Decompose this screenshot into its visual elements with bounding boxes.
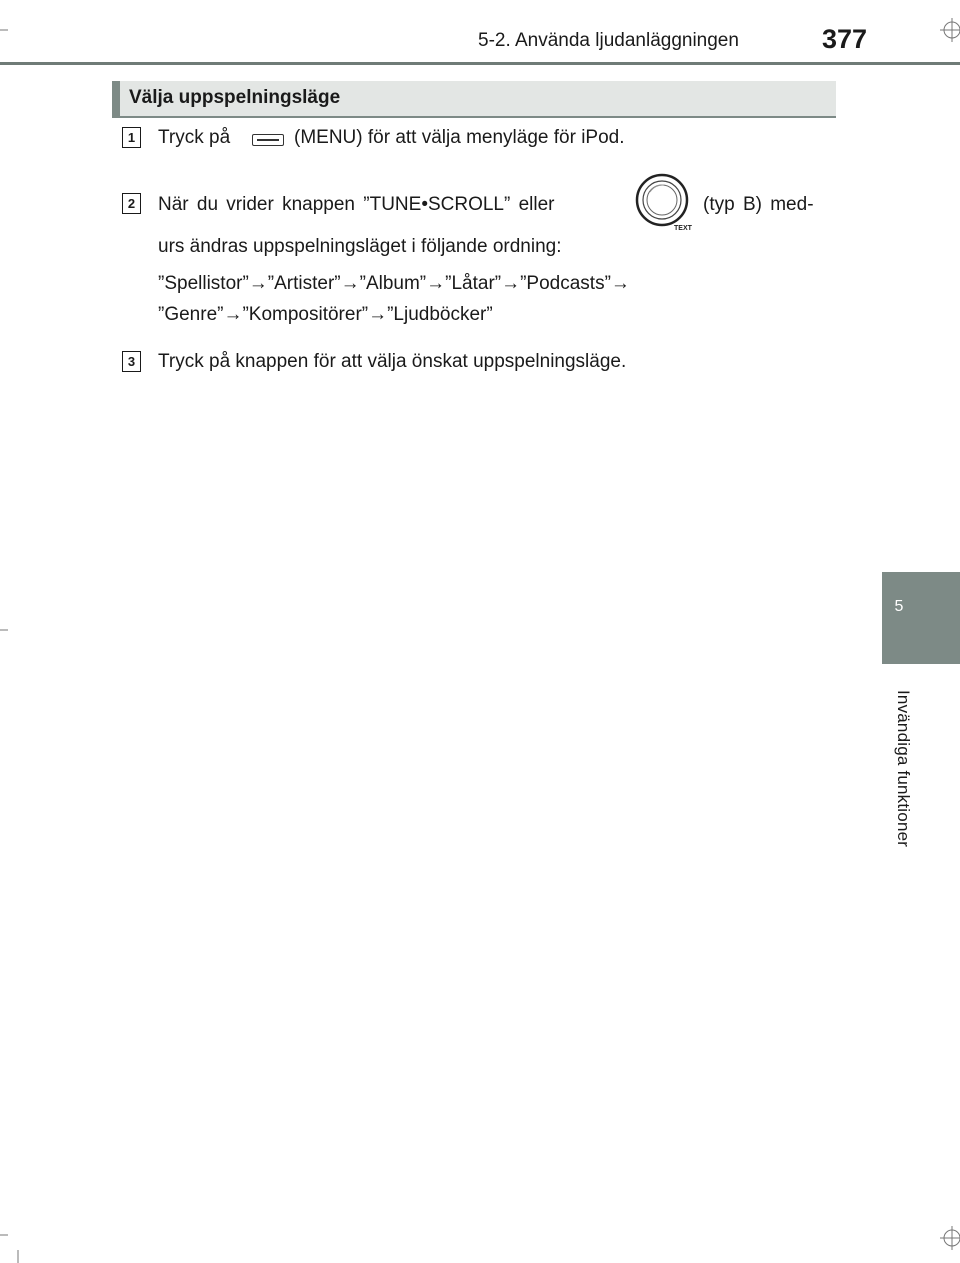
step-2-line-3: ”Spellistor”→”Artister”→”Album”→”Låtar”→”Podcasts”→ [158,273,630,294]
knob-text-label: TEXT [674,225,692,232]
step-2-line-4: ”Genre”→”Kompositörer”→”Ljudböcker” [158,304,493,325]
menu-button-icon [252,134,284,146]
step-number-2: 2 [122,193,141,214]
section-title: Välja uppspelningsläge [129,87,341,108]
chapter-side-tab [882,572,960,664]
step-number-3: 3 [122,351,141,372]
tune-scroll-knob-icon [634,173,690,231]
step-number-1: 1 [122,127,141,148]
step-2-text-after: (typ B) med- [703,194,814,215]
header-rule [0,62,960,65]
chapter-label: Invändiga funktioner [894,690,913,848]
chapter-number: 5 [894,598,904,615]
step-2-line-2: urs ändras uppspelningsläget i följande ordning: [158,236,562,257]
section-heading-accent [112,81,120,116]
header-section-title: 5-2. Använda ljudanläggningen [478,30,739,51]
step-1-text-after: (MENU) för att välja menyläge för iPod. [294,127,625,148]
step-2-text-before: När du vrider knappen ”TUNE•SCROLL” eller [158,194,555,215]
page-number: 377 [822,24,868,54]
step-1-text-before: Tryck på [158,127,231,148]
step-3-text: Tryck på knappen för att välja önskat uppspelningsläge. [158,351,627,372]
